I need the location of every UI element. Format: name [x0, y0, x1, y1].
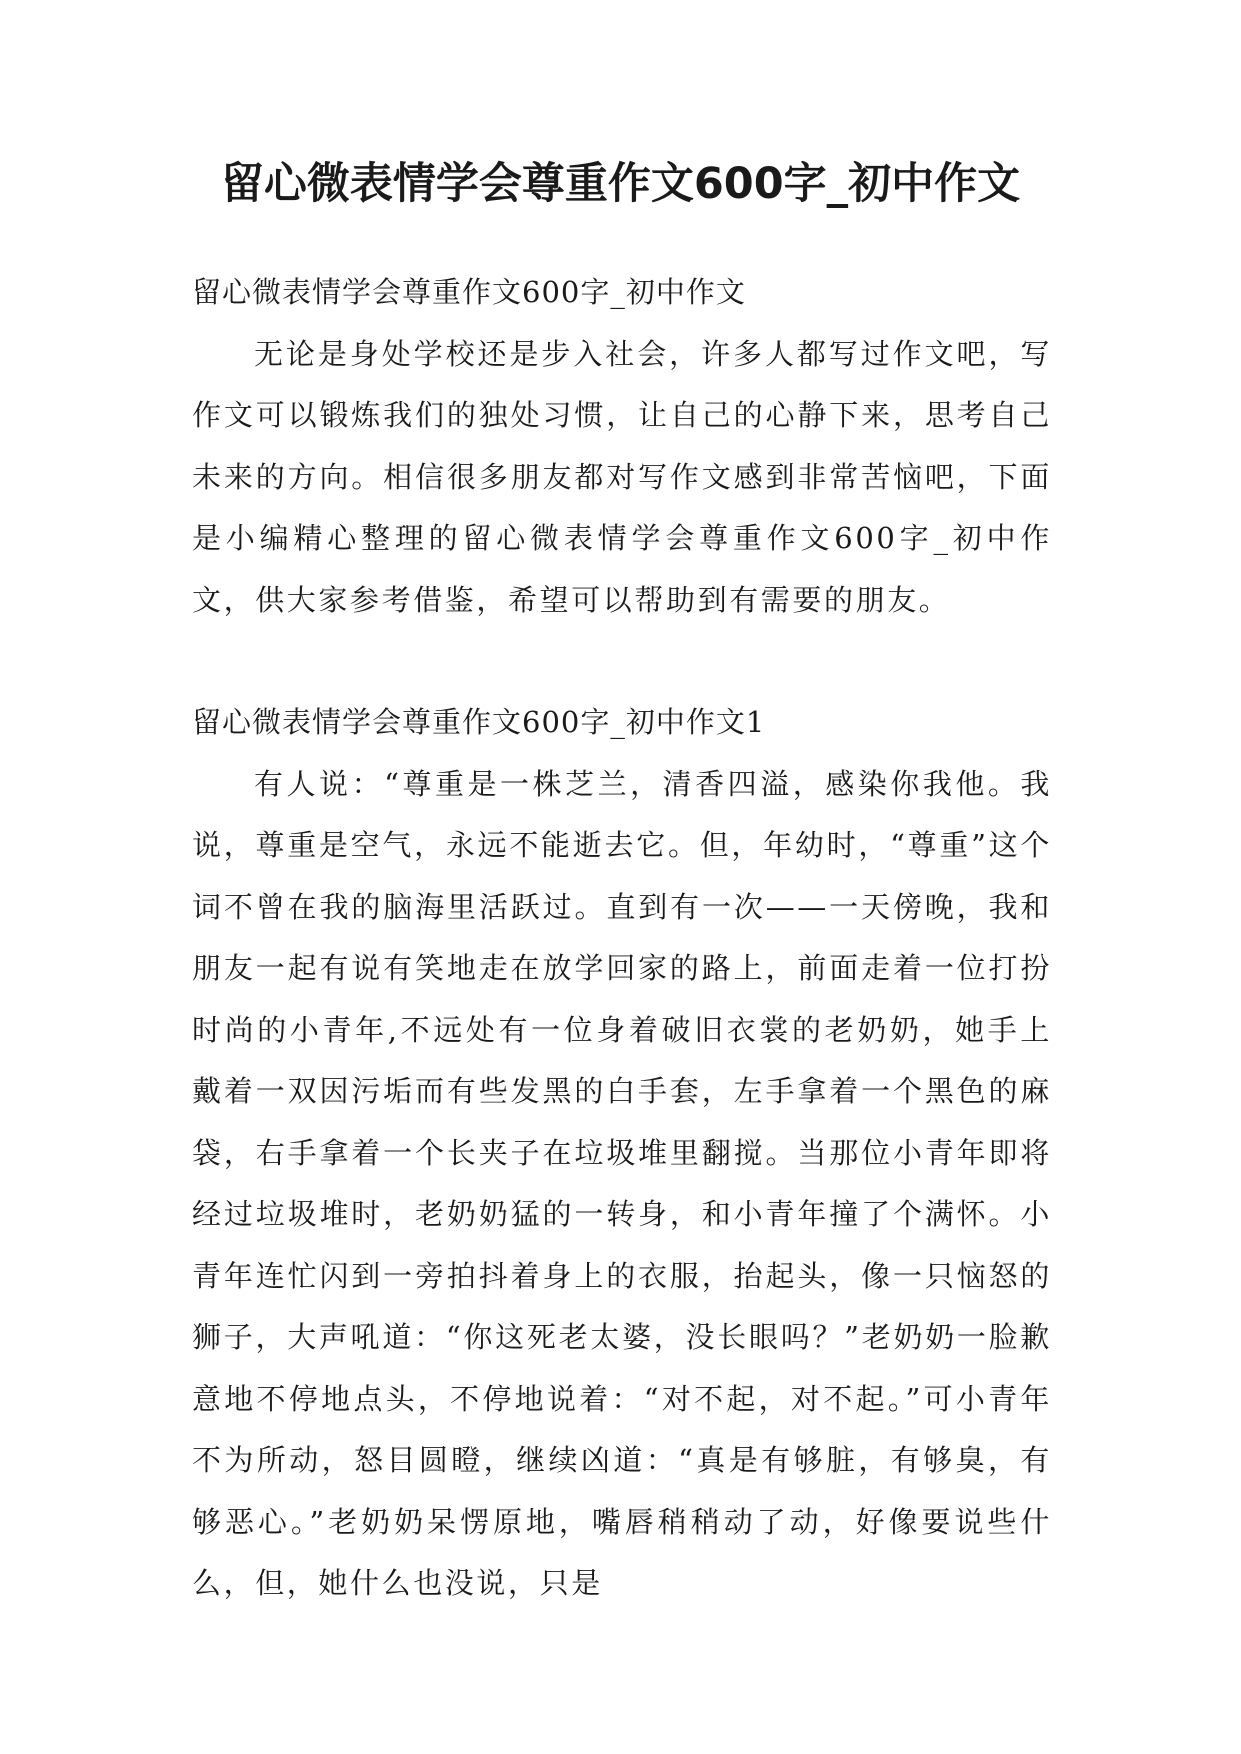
section-heading: 留心微表情学会尊重作文600字_初中作文1	[192, 705, 766, 739]
intro-heading: 留心微表情学会尊重作文600字_初中作文	[192, 275, 746, 309]
paragraph-spacer	[192, 631, 1052, 692]
section-paragraph: 有人说：“尊重是一株芝兰，清香四溢，感染你我他。我说，尊重是空气，永远不能逝去它。但，年幼时，“尊重”这个词不曾在我的脑海里活跃过。直到有一次——一天傍晚，我和朋友一起有说有笑地走在放学回家的路上，前面走着一位打扮时尚的小青年,不远处有一位身着破旧衣裳的老奶奶，她手上戴着一双因污垢而有些发黑的白手套，左手拿着一个黑色的麻袋，右手拿着一个长夹子在垃圾堆里翻搅。当那位小青年即将经过垃圾堆时，老奶奶猛的一转身，和小青年撞了个满怀。小青年连忙闪到一旁拍抖着身上的衣服，抬起头，像一只恼怒的狮子，大声吼道：“你这死老太婆，没长眼吗？”老奶奶一脸歉意地不停地点头，不停地说着：“对不起，对不起。”可小青年不为所动，怒目圆瞪，继续凶道：“真是有够脏，有够臭，有够恶心。”老奶奶呆愣原地，嘴唇稍稍动了动，好像要说些什么，但，她什么也没说，只是	[192, 766, 1052, 1600]
intro-paragraph: 无论是身处学校还是步入社会，许多人都写过作文吧，写作文可以锻炼我们的独处习惯，让自己的心静下来，思考自己未来的方向。相信很多朋友都对写作文感到非常苦恼吧，下面是小编精心整理的留心微表情学会尊重作文600字_初中作文，供大家参考借鉴，希望可以帮助到有需要的朋友。	[192, 336, 1052, 617]
document-body	[192, 262, 1052, 1615]
page-title: 留心微表情学会尊重作文600字_初中作文	[220, 159, 1021, 209]
